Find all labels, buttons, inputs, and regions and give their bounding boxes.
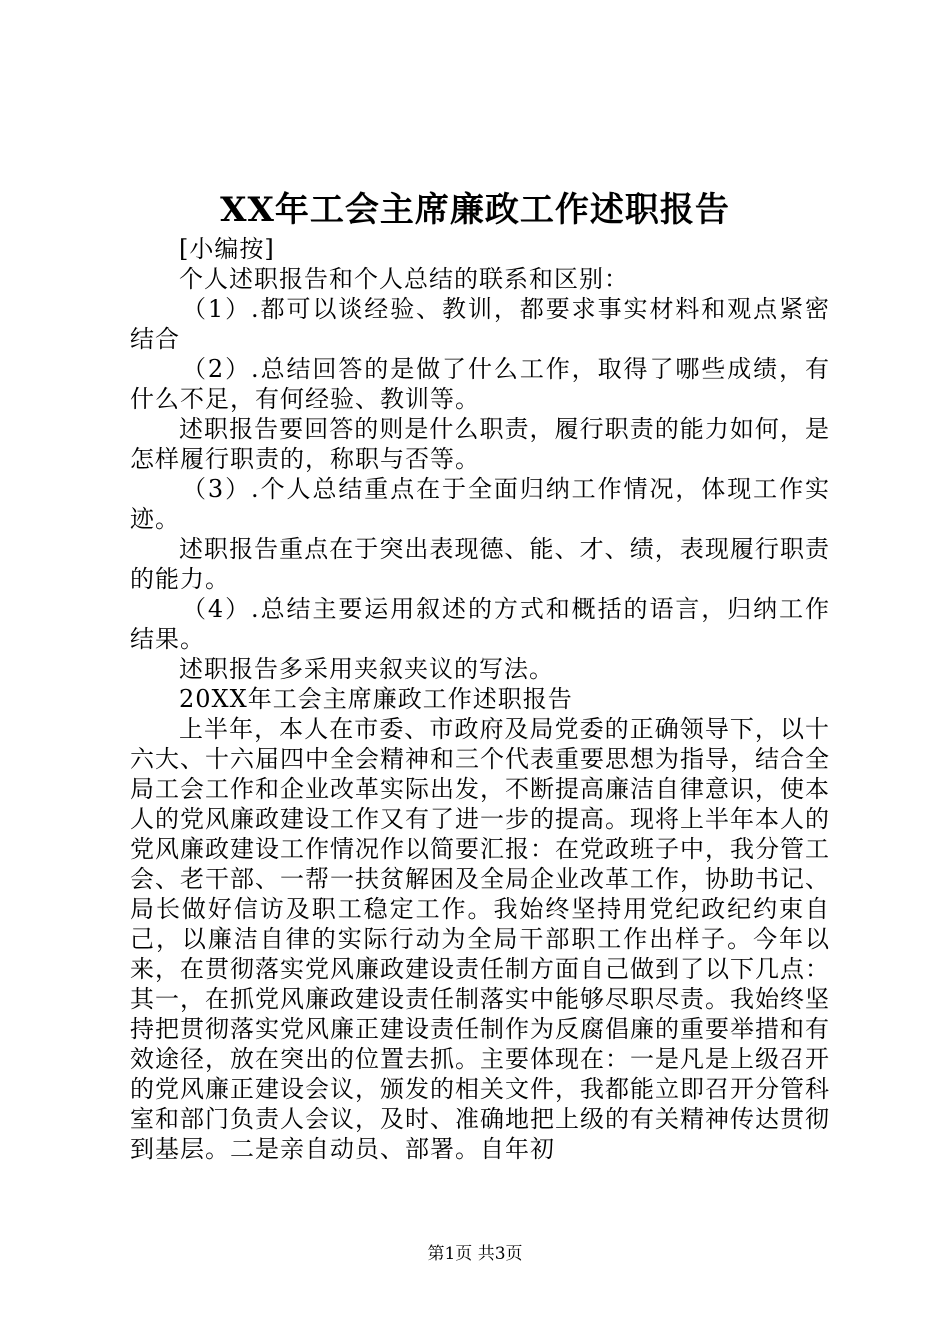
- paragraph-report-focus: 述职报告重点在于突出表现德、能、才、绩，表现履行职责的能力。: [130, 535, 830, 593]
- paragraph-editor-note: [小编按]: [179, 235, 275, 263]
- paragraph-main-body: 上半年，本人在市委、市政府及局党委的正确领导下，以十六大、十六届四中全会精神和三个代表重要思想为指导，结合全局工会工作和企业改革实际出发，不断提高廉洁自律意识，使本人的党风廉政建设工作又有了进一步的提高。现将上半年本人的党风廉政建设工作情况作以简要汇报：在党政班子中，我分管工会、老干部、一帮一扶贫解困及全局企业改革工作，协助书记、局长做好信访及职工稳定工作。我始终坚持用党纪政纪约束自己，以廉洁自律的实际行动为全局干部职工作出样子。今年以来，在贯彻落实党风廉政建设责任制方面自己做到了以下几点：其一，在抓党风廉政建设责任制落实中能够尽职尽责。我始终坚持把贯彻落实党风廉正建设责任制作为反腐倡廉的重要举措和有效途径，放在突出的位置去抓。主要体现在：一是凡是上级召开的党风廉正建设会议，颁发的相关文件，我都能立即召开分管科室和部门负责人会议，及时、准确地把上级的有关精神传达贯彻到基层。二是亲自动员、部署。自年初: [130, 715, 830, 1163]
- paragraph-point-2: （2）.总结回答的是做了什么工作，取得了哪些成绩，有什么不足，有何经验、教训等。: [130, 355, 830, 413]
- paragraph-point-3: （3）.个人总结重点在于全面归纳工作情况，体现工作实迹。: [130, 475, 830, 533]
- paragraph-report-heading: 20XX年工会主席廉政工作述职报告: [179, 685, 573, 713]
- paragraph-intro: 个人述职报告和个人总结的联系和区别：: [179, 265, 629, 293]
- paragraph-point-1: （1）.都可以谈经验、教训，都要求事实材料和观点紧密结合: [130, 295, 830, 353]
- document-body: [130, 234, 830, 1164]
- paragraph-report-style: 述职报告多采用夹叙夹议的写法。: [179, 655, 554, 683]
- page-number: 第1页 共3页: [427, 1244, 523, 1264]
- paragraph-point-4: （4）.总结主要运用叙述的方式和概括的语言，归纳工作结果。: [130, 595, 830, 653]
- paragraph-report-duty: 述职报告要回答的则是什么职责，履行职责的能力如何，是怎样履行职责的，称职与否等。: [130, 415, 830, 473]
- document-title: XX年工会主席廉政工作述职报告: [220, 190, 730, 230]
